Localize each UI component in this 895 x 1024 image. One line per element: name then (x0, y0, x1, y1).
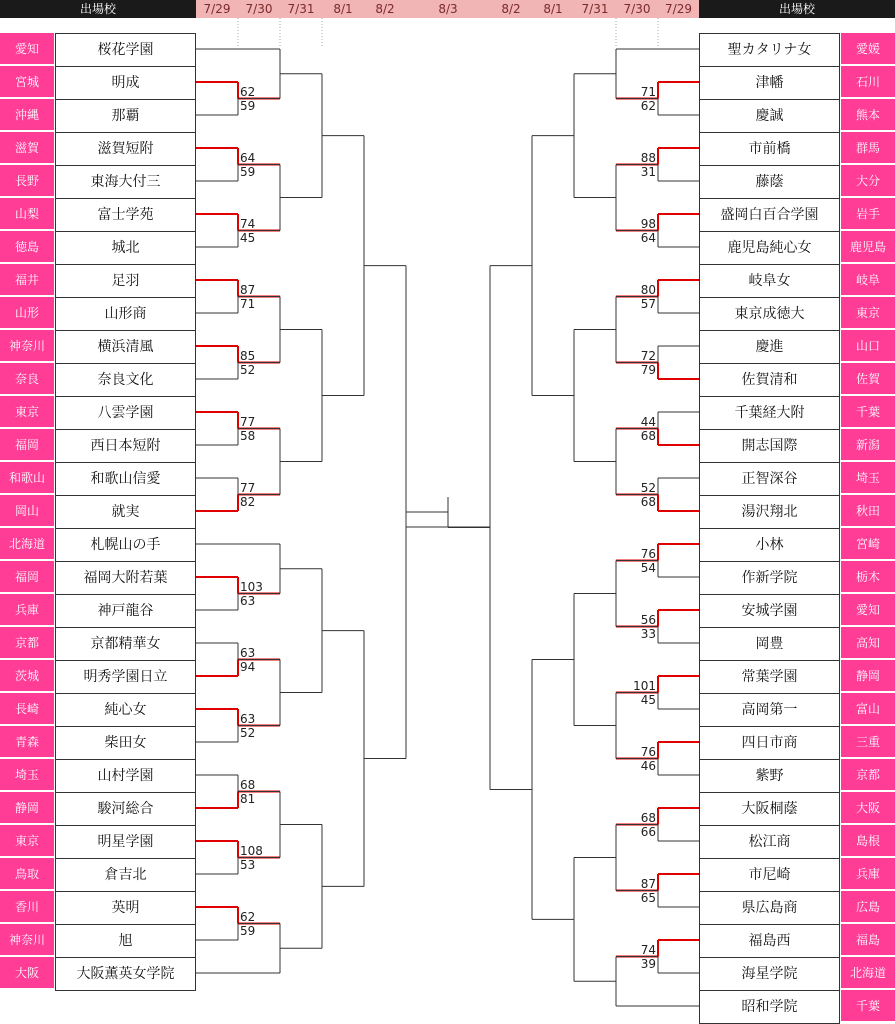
pref-label: 石川 (841, 66, 895, 98)
header-date: 7/30 (245, 2, 273, 16)
header-date: 8/3 (438, 2, 458, 16)
school-name: 神戸龍谷 (55, 594, 196, 628)
pref-label: 長崎 (0, 693, 54, 725)
score-label: 94 (240, 659, 256, 674)
school-name: 市尼崎 (699, 858, 840, 892)
pref-label: 千葉 (841, 990, 895, 1022)
school-name: 英明 (55, 891, 196, 925)
school-name: 松江商 (699, 825, 840, 859)
score-label: 31 (640, 164, 656, 179)
score-label: 57 (640, 296, 656, 311)
school-name: 昭和学院 (699, 990, 840, 1024)
score-label: 62 (640, 98, 656, 113)
school-name: 慶進 (699, 330, 840, 364)
score-label: 52 (240, 725, 256, 740)
pref-label: 大阪 (0, 957, 54, 989)
pref-label: 三重 (841, 726, 895, 758)
pref-label: 宮崎 (841, 528, 895, 560)
pref-label: 東京 (0, 825, 54, 857)
pref-label: 沖縄 (0, 99, 54, 131)
score-label: 74 (640, 942, 656, 957)
header-date: 8/1 (333, 2, 353, 16)
right-header-label: 出場校 (699, 0, 895, 18)
pref-label: 山形 (0, 297, 54, 329)
pref-label: 埼玉 (841, 462, 895, 494)
score-label: 46 (640, 758, 656, 773)
pref-label: 鳥取 (0, 858, 54, 890)
school-name: 山村学園 (55, 759, 196, 793)
school-name: 四日市商 (699, 726, 840, 760)
header-date: 7/31 (581, 2, 609, 16)
pref-label: 広島 (841, 891, 895, 923)
school-name: 佐賀清和 (699, 363, 840, 397)
pref-label: 和歌山 (0, 462, 54, 494)
score-label: 65 (640, 890, 656, 905)
header-date: 7/31 (287, 2, 315, 16)
score-label: 33 (640, 626, 656, 641)
pref-label: 奈良 (0, 363, 54, 395)
score-label: 45 (240, 230, 256, 245)
score-label: 63 (240, 593, 256, 608)
pref-label: 新潟 (841, 429, 895, 461)
score-label: 81 (240, 791, 256, 806)
pref-label: 静岡 (0, 792, 54, 824)
score-label: 98 (640, 216, 656, 231)
school-name: 藤蔭 (699, 165, 840, 199)
score-label: 82 (240, 494, 256, 509)
score-label: 101 (633, 678, 656, 693)
pref-label: 山口 (841, 330, 895, 362)
school-name: 作新学院 (699, 561, 840, 595)
school-name: 滋賀短附 (55, 132, 196, 166)
school-name: 聖カタリナ女 (699, 33, 840, 67)
pref-label: 北海道 (841, 957, 895, 989)
score-label: 66 (640, 824, 656, 839)
score-label: 59 (240, 98, 256, 113)
school-name: 高岡第一 (699, 693, 840, 727)
school-name: 和歌山信愛 (55, 462, 196, 496)
pref-label: 富山 (841, 693, 895, 725)
score-label: 64 (640, 230, 656, 245)
score-label: 54 (640, 560, 656, 575)
pref-label: 徳島 (0, 231, 54, 263)
school-name: 奈良文化 (55, 363, 196, 397)
pref-label: 鹿児島 (841, 231, 895, 263)
score-label: 74 (240, 216, 256, 231)
pref-label: 大阪 (841, 792, 895, 824)
pref-label: 群馬 (841, 132, 895, 164)
pref-label: 岩手 (841, 198, 895, 230)
left-header-label: 出場校 (0, 0, 196, 18)
score-label: 72 (640, 348, 656, 363)
score-label: 52 (640, 480, 656, 495)
score-label: 62 (240, 909, 256, 924)
header-date: 7/29 (203, 2, 231, 16)
school-name: 正智深谷 (699, 462, 840, 496)
pref-label: 栃木 (841, 561, 895, 593)
score-label: 77 (240, 480, 256, 495)
school-name: 海星学院 (699, 957, 840, 991)
score-label: 71 (240, 296, 256, 311)
pref-label: 東京 (0, 396, 54, 428)
pref-label: 千葉 (841, 396, 895, 428)
pref-label: 兵庫 (0, 594, 54, 626)
school-name: 明成 (55, 66, 196, 100)
score-label: 76 (640, 744, 656, 759)
score-label: 53 (240, 857, 256, 872)
school-name: 慶誠 (699, 99, 840, 133)
school-name: 足羽 (55, 264, 196, 298)
pref-label: 岐阜 (841, 264, 895, 296)
score-label: 44 (640, 414, 656, 429)
school-name: 津幡 (699, 66, 840, 100)
school-name: 京都精華女 (55, 627, 196, 661)
score-label: 85 (240, 348, 256, 363)
pref-label: 岡山 (0, 495, 54, 527)
school-name: 福島西 (699, 924, 840, 958)
school-name: 純心女 (55, 693, 196, 727)
school-name: 那覇 (55, 99, 196, 133)
school-name: 岐阜女 (699, 264, 840, 298)
school-name: 東京成徳大 (699, 297, 840, 331)
school-name: 横浜清風 (55, 330, 196, 364)
pref-label: 長野 (0, 165, 54, 197)
school-name: 安城学園 (699, 594, 840, 628)
pref-label: 秋田 (841, 495, 895, 527)
score-label: 58 (240, 428, 256, 443)
score-label: 87 (640, 876, 656, 891)
school-name: 城北 (55, 231, 196, 265)
score-label: 68 (640, 810, 656, 825)
score-label: 63 (240, 645, 256, 660)
header-date: 8/2 (501, 2, 521, 16)
school-name: 大阪薫英女学院 (55, 957, 196, 991)
school-name: 駿河総合 (55, 792, 196, 826)
school-name: 市前橋 (699, 132, 840, 166)
score-label: 108 (240, 843, 263, 858)
pref-label: 山梨 (0, 198, 54, 230)
score-label: 56 (640, 612, 656, 627)
school-name: 札幌山の手 (55, 528, 196, 562)
score-label: 64 (240, 150, 256, 165)
score-label: 59 (240, 923, 256, 938)
pref-label: 茨城 (0, 660, 54, 692)
pref-label: 大分 (841, 165, 895, 197)
header-date: 7/30 (623, 2, 651, 16)
school-name: 小林 (699, 528, 840, 562)
pref-label: 福島 (841, 924, 895, 956)
pref-label: 愛知 (0, 33, 54, 65)
school-name: 紫野 (699, 759, 840, 793)
header-date: 7/29 (665, 2, 692, 16)
pref-label: 佐賀 (841, 363, 895, 395)
score-label: 39 (640, 956, 656, 971)
score-label: 68 (640, 494, 656, 509)
school-name: 福岡大附若葉 (55, 561, 196, 595)
score-label: 71 (640, 84, 656, 99)
pref-label: 愛知 (841, 594, 895, 626)
score-label: 52 (240, 362, 256, 377)
score-label: 80 (640, 282, 656, 297)
school-name: 西日本短附 (55, 429, 196, 463)
header-date: 8/1 (543, 2, 563, 16)
school-name: 明秀学園日立 (55, 660, 196, 694)
school-name: 岡豊 (699, 627, 840, 661)
pref-label: 愛媛 (841, 33, 895, 65)
pref-label: 東京 (841, 297, 895, 329)
pref-label: 神奈川 (0, 924, 54, 956)
school-name: 常葉学園 (699, 660, 840, 694)
score-label: 87 (240, 282, 256, 297)
pref-label: 宮城 (0, 66, 54, 98)
school-name: 東海大付三 (55, 165, 196, 199)
school-name: 鹿児島純心女 (699, 231, 840, 265)
pref-label: 福岡 (0, 561, 54, 593)
pref-label: 熊本 (841, 99, 895, 131)
school-name: 県広島商 (699, 891, 840, 925)
school-name: 盛岡白百合学園 (699, 198, 840, 232)
pref-label: 青森 (0, 726, 54, 758)
school-name: 明星学園 (55, 825, 196, 859)
score-label: 68 (640, 428, 656, 443)
header-date: 8/2 (375, 2, 395, 16)
pref-label: 福井 (0, 264, 54, 296)
score-label: 76 (640, 546, 656, 561)
school-name: 就実 (55, 495, 196, 529)
school-name: 倉吉北 (55, 858, 196, 892)
score-label: 103 (240, 579, 263, 594)
school-name: 旭 (55, 924, 196, 958)
score-label: 62 (240, 84, 256, 99)
school-name: 開志国際 (699, 429, 840, 463)
school-name: 千葉経大附 (699, 396, 840, 430)
score-label: 68 (240, 777, 256, 792)
pref-label: 静岡 (841, 660, 895, 692)
school-name: 桜花学園 (55, 33, 196, 67)
school-name: 柴田女 (55, 726, 196, 760)
pref-label: 京都 (0, 627, 54, 659)
score-label: 77 (240, 414, 256, 429)
pref-label: 滋賀 (0, 132, 54, 164)
pref-label: 兵庫 (841, 858, 895, 890)
pref-label: 北海道 (0, 528, 54, 560)
school-name: 富士学苑 (55, 198, 196, 232)
pref-label: 埼玉 (0, 759, 54, 791)
score-label: 79 (640, 362, 656, 377)
school-name: 湯沢翔北 (699, 495, 840, 529)
school-name: 大阪桐蔭 (699, 792, 840, 826)
score-label: 63 (240, 711, 256, 726)
school-name: 八雲学園 (55, 396, 196, 430)
pref-label: 島根 (841, 825, 895, 857)
score-label: 88 (640, 150, 656, 165)
pref-label: 香川 (0, 891, 54, 923)
score-label: 59 (240, 164, 256, 179)
pref-label: 京都 (841, 759, 895, 791)
score-label: 45 (640, 692, 656, 707)
pref-label: 高知 (841, 627, 895, 659)
pref-label: 神奈川 (0, 330, 54, 362)
pref-label: 福岡 (0, 429, 54, 461)
school-name: 山形商 (55, 297, 196, 331)
